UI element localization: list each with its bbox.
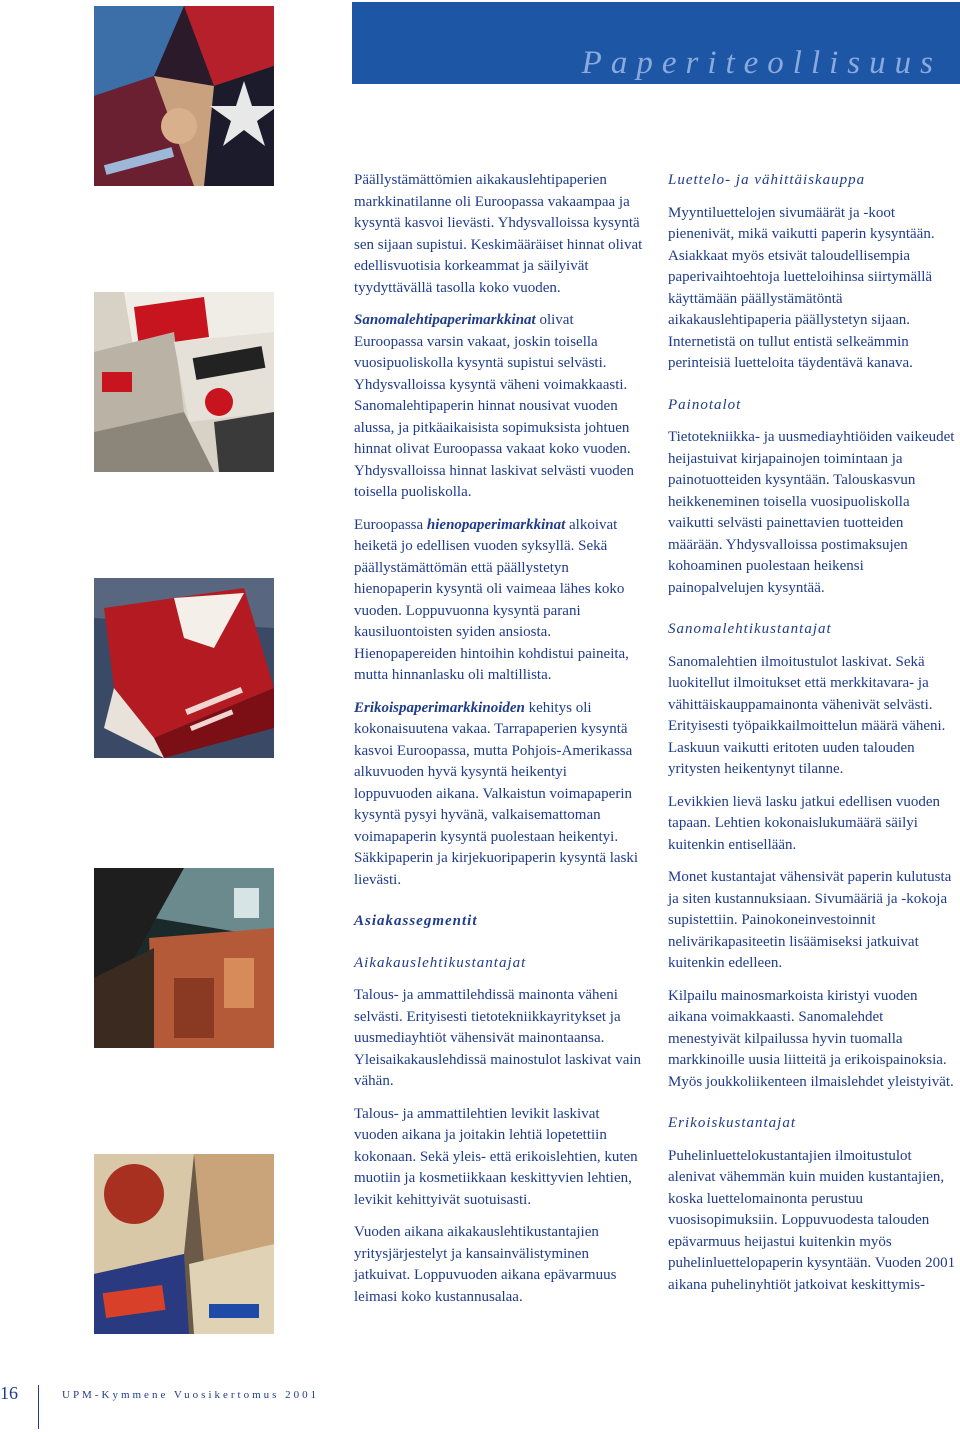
paragraph-lead: hienopaperimarkkinat [426, 516, 566, 533]
text-column-1 [354, 170, 644, 1319]
paragraph: Talous- ja ammattilehdissä mainonta väheni selvästi. Erityisesti tietotekniikkayritykset ja uusmediayhtiöt vähensivät mainontaansa. Yleisaikakauslehdissä mainostulot laskivat vain vähän. [354, 987, 642, 1089]
paragraph: Tietotekniikka- ja uusmediayhtiöiden vaikeudet heijastuivat kirjapainojen toimintaan ja painotuotteiden kysyntään. Talouskasvun heikkeneminen toisella vuosipuoliskolla vaikutti selvästi painettavien tuotteiden määrään. Yhdysvalloissa postimaksujen kohoaminen puolestaan heikensi painopalvelujen kysyntää. [668, 429, 955, 596]
paragraph-body: alkoivat heiketä jo edellisen vuoden syksyllä. Sekä päällystämättömän että päällystetyn hienopaperin kysyntä oli vaimeaa lähes koko vuoden. Loppuvuonna kysyntä parani kausiluontoisten syiden ansiosta. Hienopapereiden hintoihin kohdistui paineita, mutta hinnanlasku oli maltillista. [354, 516, 629, 683]
paragraph: Myyntiluettelojen sivumäärät ja -koot pienenivät, mikä vaikutti paperin kysyntään. Asiakkaat myös etsivät taloudellisempia paperivaihtoehtoja luetteloihinsa siirtymällä käyttämään päällystämätöntä aikakauslehtipaperia päällystetyn sijaan. Internetistä on tullut entistä selkeämmin perinteisiä luetteloita täydentävä kanava. [668, 204, 935, 371]
red-paper-ream-photo [94, 578, 274, 758]
paragraph-lead: Sanomalehtipaperimarkkinat [354, 312, 536, 328]
magazines-photo [94, 6, 274, 186]
paragraph [354, 310, 644, 504]
footer-divider [38, 1385, 39, 1429]
section-heading: Asiakassegmentit [354, 913, 478, 929]
paragraph-lead: Erikoispaperimarkkinoiden [354, 699, 525, 716]
paragraph-pre: Euroopassa [354, 516, 427, 533]
title-banner [352, 2, 960, 84]
paragraph: Sanomalehtien ilmoitustulot laskivat. Sekä luokitellut ilmoitukset että merkkitavara- ja vähittäiskauppamainonta vähenivät selvästi. Erityisesti työpaikkailmoittelun määrä väheni. Laskuun vaikutti eritoten uuden talouden yritysten heikentynyt tilanne. [668, 653, 946, 777]
paragraph: Puhelinluettelokustantajien ilmoitustulot alenivat vähemmän kuin muiden kustantajien, koska luettelomainonta perustuu vuosisopimuksiin. Loppuvuodesta talouden epävarmuus heijastui kuitenkin myös puhelinluettelopaperin kysyntään. Vuoden 2001 aikana puhelinyhtiöt jatkoivat keskittymis- [668, 1147, 956, 1293]
paragraph: Vuoden aikana aikakauslehtikustantajien yritysjärjestelyt ja kansainvälistyminen jatkuivat. Loppuvuoden aikana epävarmuus leimasi koko kustannusalaa. [354, 1224, 617, 1305]
paragraph: Päällystämättömien aikakauslehtipaperien markkinatilanne oli Euroopassa vakaampaa ja kysyntä kasvoi lievästi. Yhdysvalloissa kysyntä sen sijaan supistui. Keskimääräiset hinnat olivat edellisvuotisia korkeammat ja säilyivät tyydyttävällä tasolla koko vuoden. [354, 172, 643, 296]
product-packaging-photo [94, 1154, 274, 1334]
paragraph-body: olivat Euroopassa varsin vakaat, joskin toisella vuosipuoliskolla kysyntä supistui selvästi. Yhdysvalloissa kysyntä väheni voimakkaasti. Sanomalehtipaperin hinnat nousivat vuoden alussa, ja pitkäaikaisista sopimuksista johtuen hinnat olivat Euroopassa vakaat koko vuoden. Yhdysvalloissa hinnat laskivat selvästi vuoden toisella puoliskolla. [354, 312, 634, 500]
subsection-heading: Aikakauslehtikustantajat [354, 954, 527, 971]
report-title: UPM-Kymmene Vuosikertomus 2001 [62, 1389, 320, 1401]
paragraph: Levikkien lievä lasku jatkui edellisen vuoden tapaan. Lehtien kokonaislukumäärä säilyi kuitenkin entisellään. [668, 793, 941, 853]
text-column-2 [668, 170, 958, 1307]
interior-room-photo [94, 868, 274, 1048]
paragraph-body: kehitys oli kokonaisuutena vakaa. Tarrapaperien kysyntä kasvoi Euroopassa, mutta Pohjois-Amerikassa alkuvuoden hyvä kysyntä heikentyi loppuvuoden aikana. Valkaistun voimapaperin kysyntä pysyi hyvänä, valkaisemattoman voimapaperin kysyntä puolestaan heikentyi. Säkkipaperin ja kirjekuoripaperin kysyntä laski lievästi. [354, 699, 639, 888]
newspapers-photo [94, 292, 274, 472]
paragraph [354, 515, 644, 687]
paragraph: Monet kustantajat vähensivät paperin kulutusta ja siten kustannuksiaan. Sivumääriä ja -kokoja supistettiin. Painokoneinvestoinnit nelivärikapasiteetin lisäämiseksi jatkuivat kuitenkin edelleen. [668, 869, 952, 971]
subsection-heading: Painotalot [668, 396, 742, 413]
paragraph [354, 698, 644, 892]
paragraph: Talous- ja ammattilehtien levikit laskivat vuoden aikana ja joitakin lehtiä lopetettiin kokonaan. Sekä yleis- että erikoislehtien, kuten muotiin ja kosmetiikkaan keskittyvien lehtien, levikit kehittyivät suotuisasti. [354, 1105, 638, 1208]
page-number: 16 [0, 1383, 18, 1403]
paragraph: Kilpailu mainosmarkoista kiristyi vuoden aikana voimakkaasti. Sanomalehdet menestyivät kilpailussa hyvin tuomalla markkinoille uusia liitteitä ja erikoispainoksia. Myös joukkoliikenteen ilmaislehdet yleistyivät. [668, 987, 954, 1090]
subsection-heading: Luettelo- ja vähittäiskauppa [668, 172, 866, 188]
subsection-heading: Erikoiskustantajat [668, 1115, 796, 1131]
subsection-heading: Sanomalehtikustantajat [668, 621, 832, 637]
section-title: Paperiteollisuus [581, 45, 942, 81]
